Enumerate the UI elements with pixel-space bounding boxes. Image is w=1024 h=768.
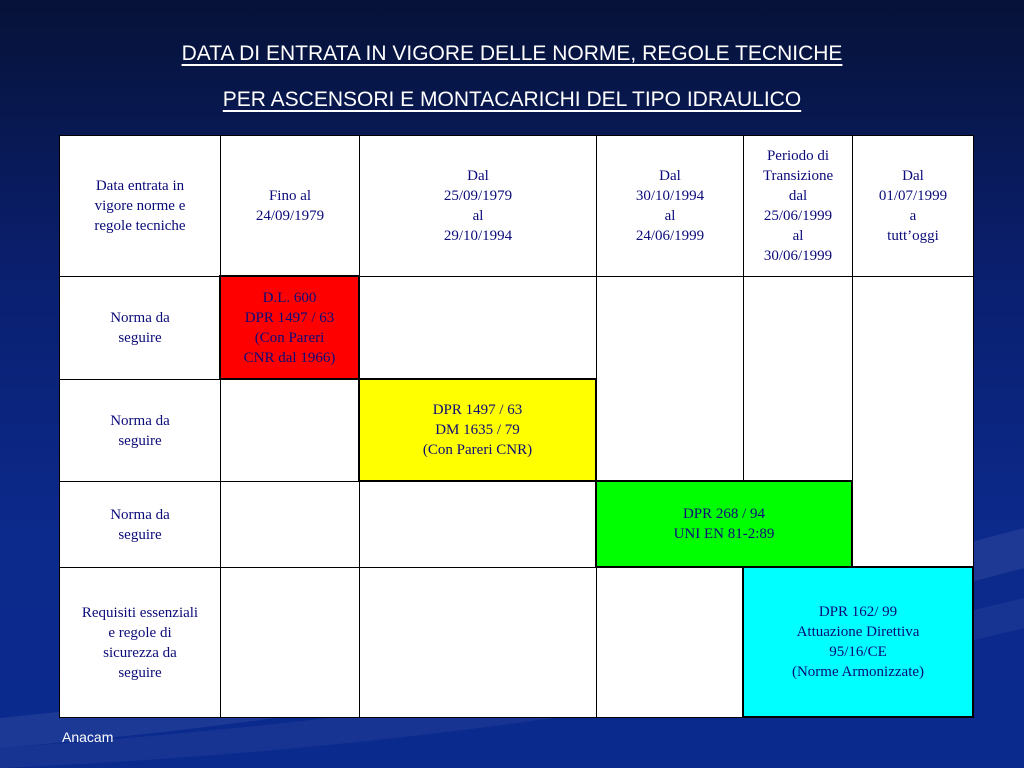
row-label-4: Requisiti essenziali e regole di sicurezza da seguire — [81, 604, 199, 681]
page-title-line-2: PER ASCENSORI E MONTACARICHI DEL TIPO IDRAULICO — [222, 88, 802, 111]
row-label-1: Norma da seguire — [110, 310, 170, 346]
regulations-table — [59, 135, 974, 718]
page-title-line-1: DATA DI ENTRATA IN VIGORE DELLE NORME, REGOLE TECNICHE — [181, 42, 843, 65]
regulation-block-dpr1497: DPR 1497 / 63 DM 1635 / 79 (Con Pareri CNR) — [358, 378, 597, 482]
row-label-2: Norma da seguire — [110, 412, 170, 449]
header-period-1999-today: Dal 01/07/1999 a tutt’oggi — [878, 168, 948, 244]
regulation-block-dpr162: DPR 162/ 99 Attuazione Direttiva 95/16/CE (Norme Armonizzate) — [742, 566, 974, 718]
header-period-1994-1999: Dal 30/10/1994 al 24/06/1999 — [635, 168, 705, 244]
header-period-1979-1994: Dal 25/09/1979 al 29/10/1994 — [443, 168, 513, 244]
footer-brand: Anacam — [62, 729, 114, 745]
header-transition-period: Periodo di Transizione dal 25/06/1999 al 30/06/1999 — [762, 148, 834, 264]
regulation-block-dl600: D.L. 600 DPR 1497 / 63 (Con Pareri CNR dal 1966) — [219, 275, 360, 380]
header-label-cell: Data entrata in vigore norme e regole tecniche — [94, 178, 186, 234]
regulation-block-dpr268: DPR 268 / 94 UNI EN 81-2:89 — [595, 480, 853, 568]
row-label-3: Norma da seguire — [110, 506, 170, 543]
header-period-until-1979: Fino al 24/09/1979 — [255, 188, 325, 224]
